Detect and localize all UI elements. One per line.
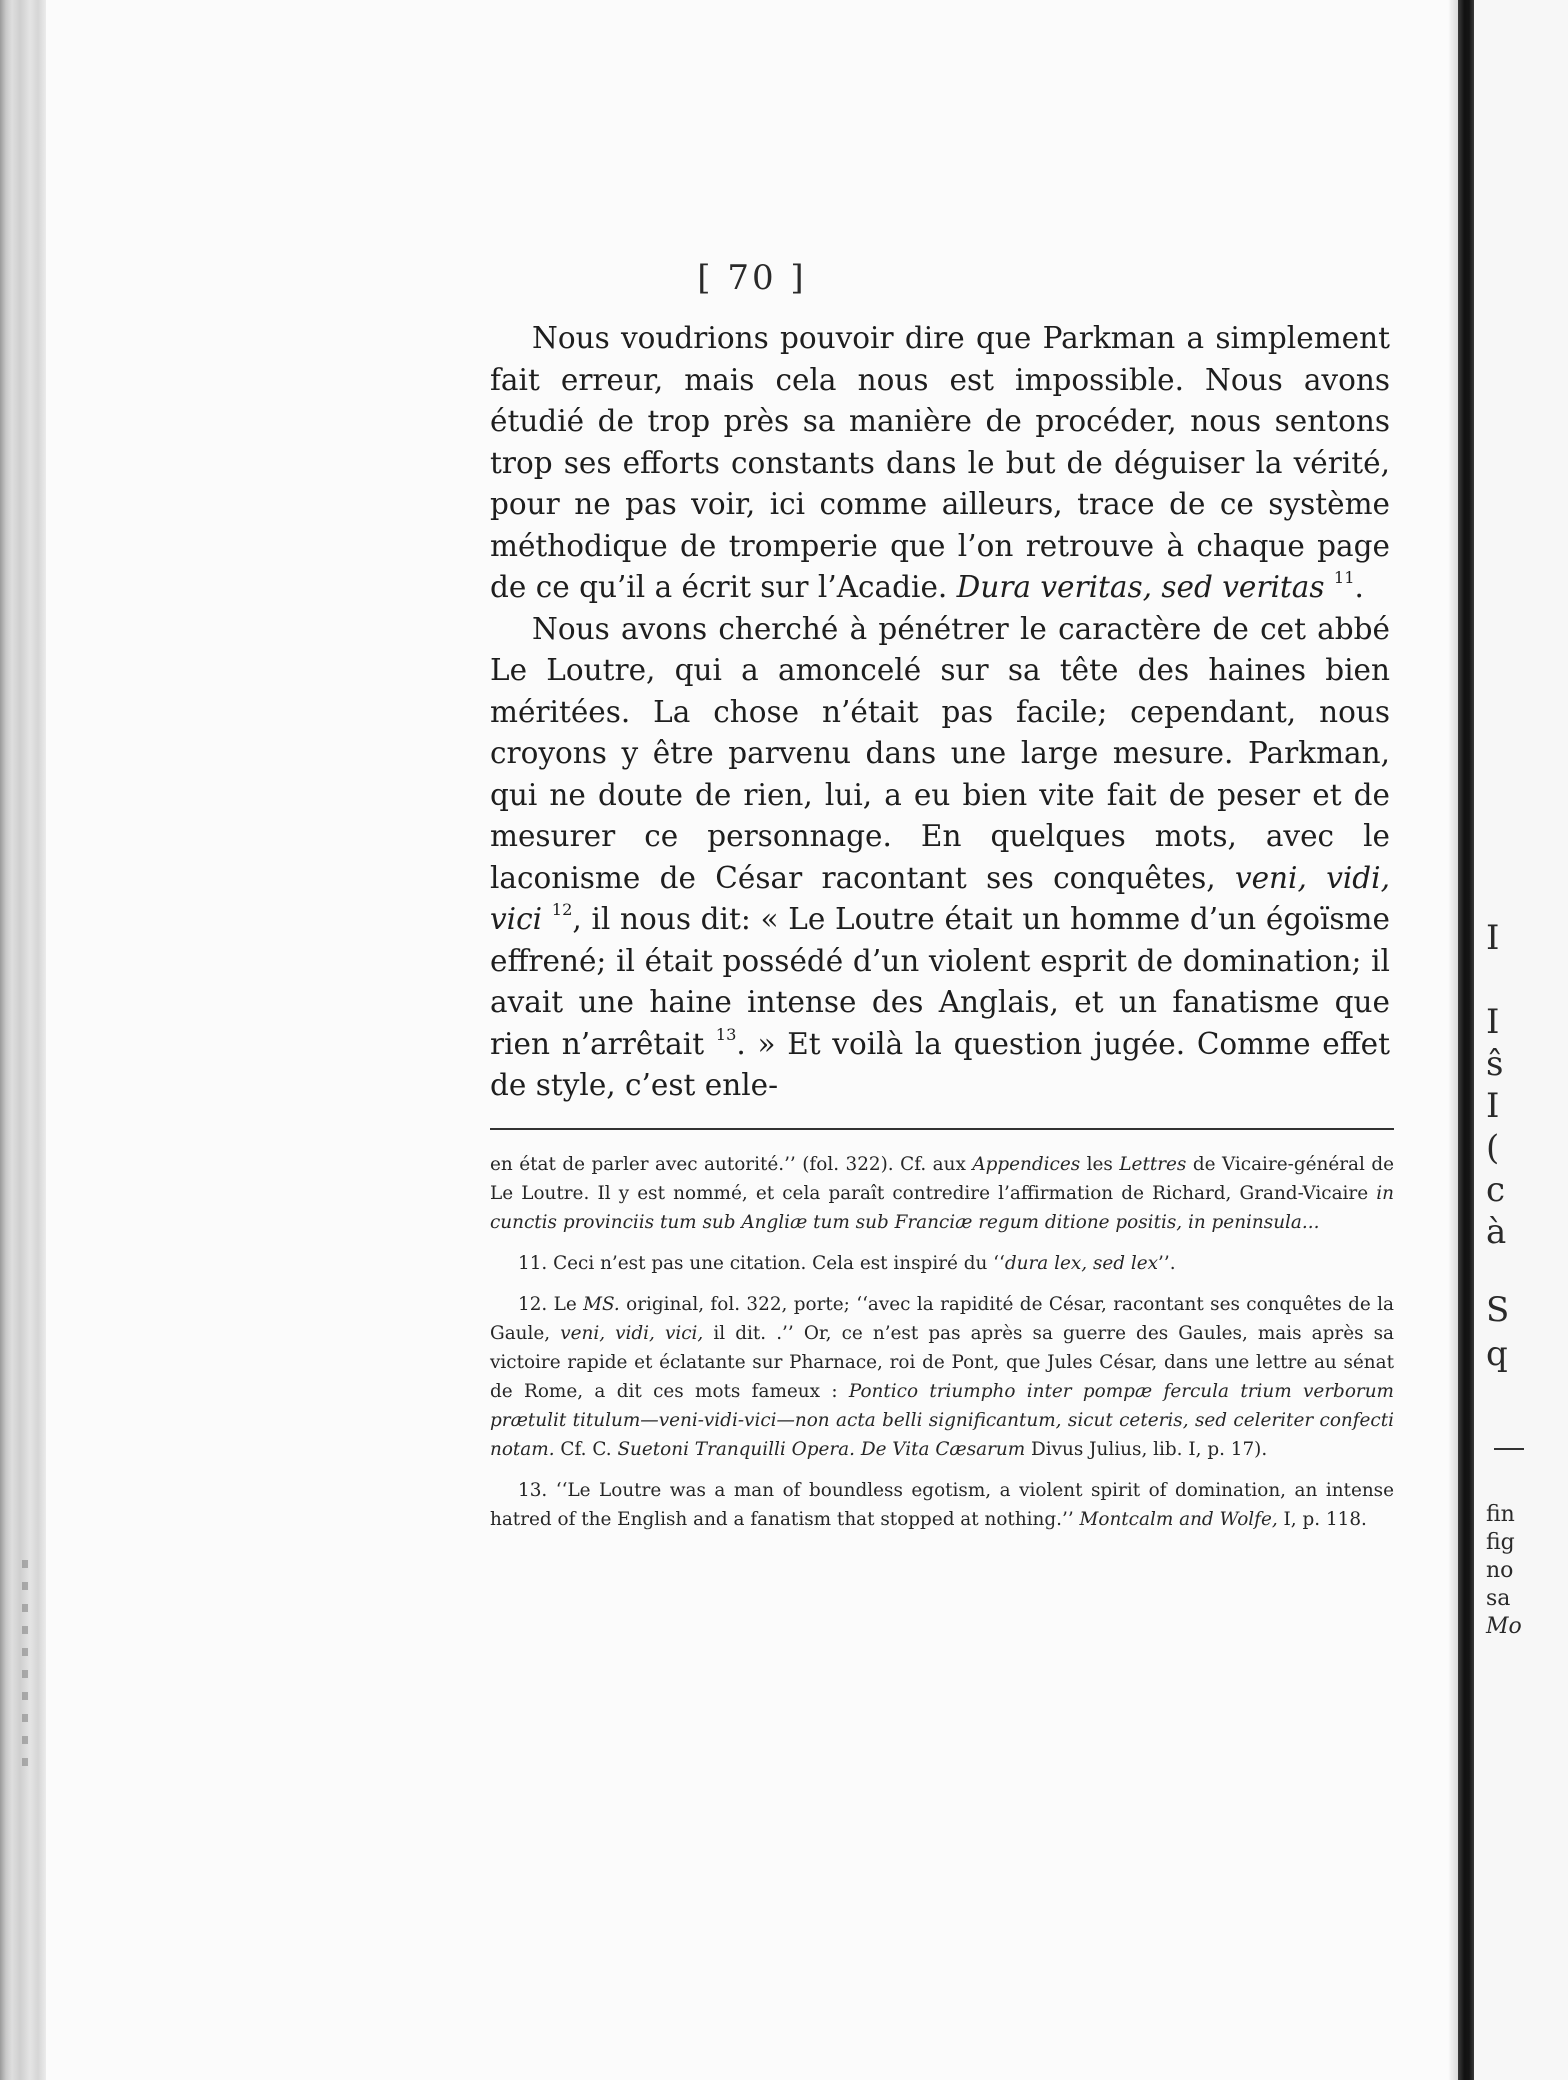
facing-fragment: fin (1486, 1502, 1515, 1527)
facing-fragment: no (1486, 1558, 1514, 1583)
facing-divider (1494, 1448, 1524, 1450)
facing-fragment: Mo (1486, 1614, 1522, 1639)
footnote-continuation: en état de parler avec autorité.’’ (fol. 322). Cf. aux Appendices les Lettres de Vicaire-général de Le Loutre. Il y est nommé, et cela paraît contredire l’affirmation de Richard, Grand-Vicaire in cunctis provinciis tum sub Angliæ tum sub Franciæ regum ditione positis, in peninsula... (490, 1154, 1394, 1233)
footnote-11: 11. Ceci n’est pas une citation. Cela est inspiré du ‘‘dura lex, sed lex’’. (518, 1253, 1176, 1274)
book-gutter (1458, 0, 1474, 2080)
page-number: [ 70 ] (697, 258, 807, 298)
facing-fragment: sa (1486, 1586, 1511, 1611)
facing-fragment: I (1486, 1002, 1500, 1042)
footnotes (490, 1150, 1394, 1534)
book-page (46, 0, 1458, 2080)
footnote-divider (490, 1128, 1394, 1130)
paragraph-1: Nous voudrions pouvoir dire que Parkman a simplement fait erreur, mais cela nous est impossible. Nous avons étudié de trop près sa manière de procéder, nous sentons trop ses efforts constants dans le but de déguiser la vérité, pour ne pas voir, ici comme ailleurs, trace de ce système méthodique de tromperie que l’on retrouve à chaque page de ce qu’il a écrit sur l’Acadie. Dura veritas, sed veritas $^{11}$. (490, 321, 1390, 604)
facing-fragment: fig (1486, 1530, 1515, 1555)
facing-fragment: I (1486, 1086, 1500, 1126)
note-ref-12[interactable]: 12 (551, 900, 573, 920)
facing-fragment: à (1486, 1212, 1507, 1252)
footnote-12: 12. Le MS. original, fol. 322, porte; ‘‘avec la rapidité de César, racontant ses conquêtes de la Gaule, veni, vidi, vici, il dit. .’’ Or, ce n’est pas après sa guerre des Gaules, mais après sa victoire rapide et éclatante sur Pharnace, roi de Pont, que Jules César, dans une lettre au sénat de Rome, a dit ces mots fameux : Pontico triumpho inter pompæ fercula trium verborum prætulit titulum—veni-vidi-vici—non acta belli significantum, sicut ceteris, sed celeriter confecti notam. Cf. C. Suetoni Tranquilli Opera. De Vita Cæsarum Divus Julius, lib. I, p. 17). (490, 1294, 1395, 1460)
note-ref-11[interactable]: 11 (1333, 568, 1355, 588)
facing-fragment: S (1486, 1290, 1510, 1330)
facing-fragment: q (1486, 1334, 1508, 1374)
facing-fragment: ( (1486, 1128, 1500, 1168)
page-stack-edge (0, 0, 46, 2080)
paragraph-2: Nous avons cherché à pénétrer le caractère de cet abbé Le Loutre, qui a amoncelé sur sa tête des haines bien méritées. La chose n’était pas facile; cependant, nous croyons y être parvenu dans une large mesure. Parkman, qui ne doute de rien, lui, a eu bien vite fait de peser et de mesurer ce personnage. En quelques mots, avec le laconisme de César racontant ses conquêtes, veni, vidi, vici $^{12}$, il nous dit: « Le Loutre était un homme d’un égoïsme effrené; il était possédé d’un violent esprit de domination; il avait une haine intense des Anglais, et un fanatisme que rien n’arrêtait $^{13}$. » Et voilà la question jugée. Comme effet de style, c’est enle- (490, 611, 1390, 1102)
footnote-13: 13. ‘‘Le Loutre was a man of boundless egotism, a violent spirit of domination, an intense hatred of the English and a fanatism that stopped at nothing.’’ Montcalm and Wolfe, I, p. 118. (490, 1480, 1394, 1530)
note-ref-13[interactable]: 13 (715, 1024, 737, 1044)
latin-phrase: veni, vidi, vici (490, 860, 1390, 936)
latin-phrase: Dura veritas, sed veritas (956, 570, 1325, 604)
facing-page (1474, 0, 1568, 2080)
facing-fragment: ŝ (1486, 1044, 1504, 1084)
facing-fragment: I (1486, 918, 1500, 958)
body-text (490, 318, 1390, 1107)
facing-fragment: c (1486, 1170, 1506, 1210)
